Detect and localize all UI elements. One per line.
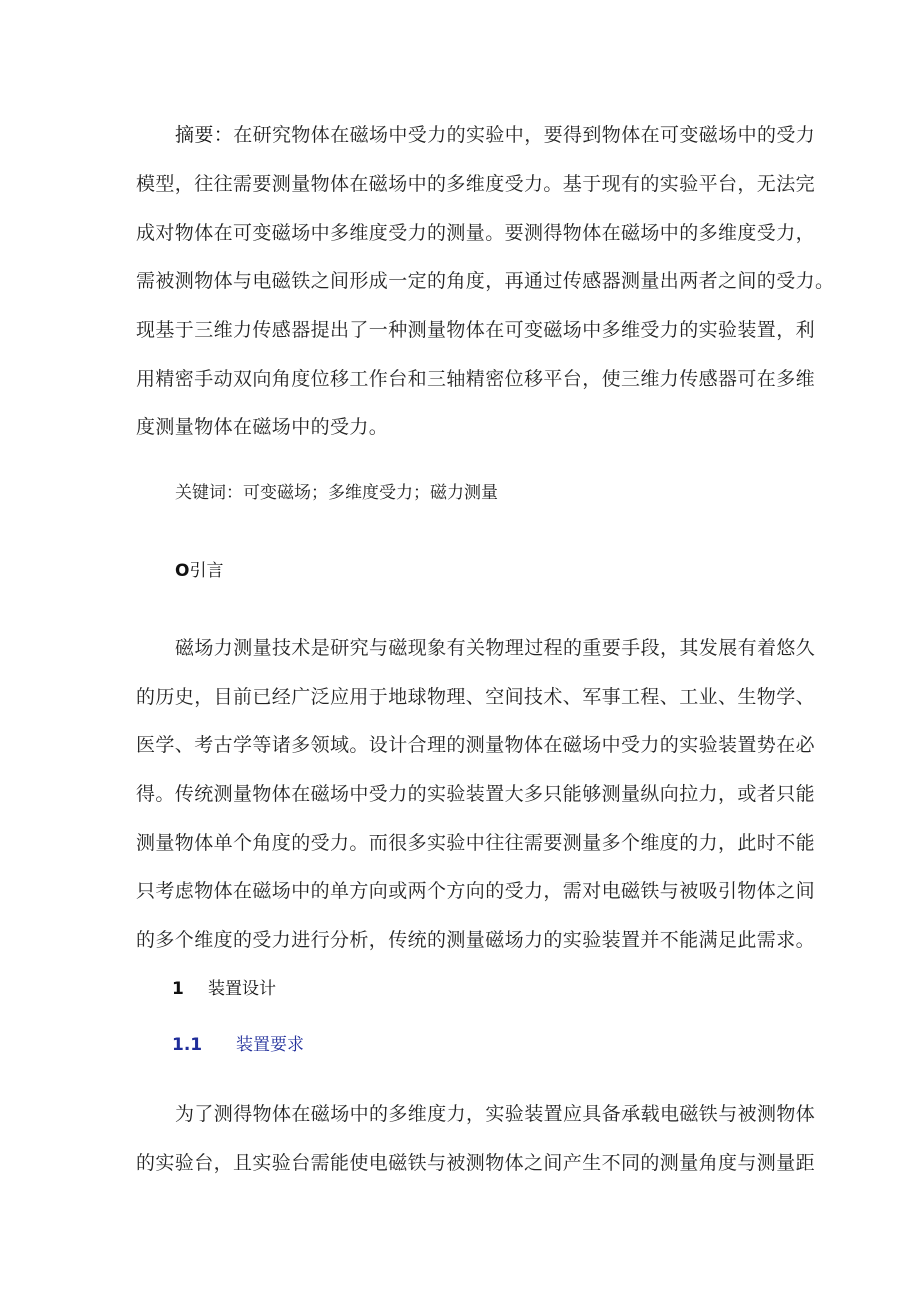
abstract-line: 成对物体在可变磁场中多维度受力的测量。要测得物体在磁场中的多维度受力，	[136, 222, 816, 244]
subsection-heading-device-requirements	[172, 1034, 304, 1056]
abstract-line: 度测量物体在磁场中的受力。	[136, 416, 389, 438]
keywords	[175, 482, 498, 504]
body-line: 得。传统测量物体在磁场中受力的实验装置大多只能够测量纵向拉力，或者只能	[136, 783, 816, 805]
subsection-number: 1.1	[172, 1035, 203, 1055]
abstract-line: 用精密手动双向角度位移工作台和三轴精密位移平台，使三维力传感器可在多维	[136, 368, 816, 390]
section-heading-introduction	[175, 560, 223, 582]
abstract-line: 现基于三维力传感器提出了一种测量物体在可变磁场中多维受力的实验装置，利	[136, 319, 816, 341]
body-line: 医学、考古学等诸多领域。设计合理的测量物体在磁场中受力的实验装置势在必	[136, 734, 816, 756]
section-title: 装置设计	[208, 979, 276, 999]
section-number: O	[175, 561, 190, 581]
body-line: 的实验台，且实验台需能使电磁铁与被测物体之间产生不同的测量角度与测量距	[136, 1152, 816, 1174]
keywords-label: 关键词：	[175, 483, 243, 503]
body-line: 测量物体单个角度的受力。而很多实验中往往需要测量多个维度的力，此时不能	[136, 832, 816, 854]
keywords-text: 可变磁场；多维度受力；磁力测量	[243, 483, 498, 503]
body-line: 为了测得物体在磁场中的多维度力，实验装置应具备承载电磁铁与被测物体	[175, 1103, 816, 1125]
abstract-line: 摘要：在研究物体在磁场中受力的实验中，要得到物体在可变磁场中的受力	[175, 124, 816, 146]
abstract-label: 摘要：	[175, 124, 234, 146]
body-line: 的多个维度的受力进行分析，传统的测量磁场力的实验装置并不能满足此需求。	[136, 929, 816, 951]
section-heading-device-design	[172, 978, 276, 1000]
body-line: 只考虑物体在磁场中的单方向或两个方向的受力，需对电磁铁与被吸引物体之间	[136, 880, 816, 902]
abstract-line: 模型，往往需要测量物体在磁场中的多维度受力。基于现有的实验平台，无法完	[136, 173, 816, 195]
abstract-line: 需被测物体与电磁铁之间形成一定的角度，再通过传感器测量出两者之间的受力。	[136, 270, 835, 292]
section-number: 1	[172, 979, 184, 999]
section-title: 引言	[189, 561, 224, 581]
body-line: 磁场力测量技术是研究与磁现象有关物理过程的重要手段，其发展有着悠久	[175, 637, 816, 659]
subsection-title: 装置要求	[236, 1035, 304, 1055]
body-line: 的历史，目前已经广泛应用于地球物理、空间技术、军事工程、工业、生物学、	[136, 686, 816, 708]
